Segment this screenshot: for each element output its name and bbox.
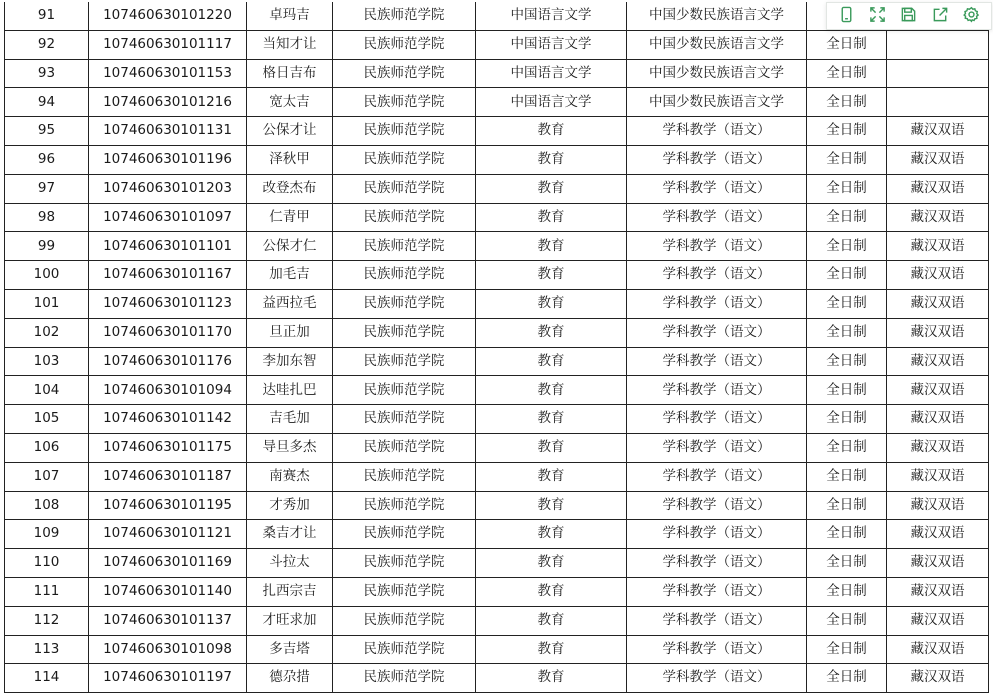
- cell-college: 民族师范学院: [333, 606, 476, 635]
- cell-college: 民族师范学院: [333, 174, 476, 203]
- cell-college: 民族师范学院: [333, 59, 476, 88]
- cell-index: 96: [5, 145, 89, 174]
- cell-discipline: 中国语言文学: [476, 30, 627, 59]
- cell-index: 92: [5, 30, 89, 59]
- cell-index: 93: [5, 59, 89, 88]
- cell-major: 学科教学（语文）: [627, 520, 807, 549]
- cell-index: 94: [5, 88, 89, 117]
- table-row: [5, 30, 989, 59]
- cell-index: 110: [5, 549, 89, 578]
- cell-student-id: 107460630101094: [89, 376, 247, 405]
- cell-name: 卓玛吉: [247, 2, 333, 30]
- cell-index: 113: [5, 635, 89, 664]
- cell-major: 中国少数民族语言文学: [627, 59, 807, 88]
- cell-discipline: 教育: [476, 577, 627, 606]
- fullscreen-icon: [869, 6, 886, 27]
- cell-student-id: 107460630101117: [89, 30, 247, 59]
- cell-college: 民族师范学院: [333, 491, 476, 520]
- cell-index: 102: [5, 318, 89, 347]
- cell-discipline: 中国语言文学: [476, 2, 627, 30]
- cell-major: 学科教学（语文）: [627, 635, 807, 664]
- cell-discipline: 教育: [476, 203, 627, 232]
- cell-major: 学科教学（语文）: [627, 174, 807, 203]
- roster-body: [5, 2, 989, 693]
- cell-major: 学科教学（语文）: [627, 549, 807, 578]
- cell-discipline: 教育: [476, 433, 627, 462]
- floating-toolbar: [826, 2, 992, 30]
- cell-major: 学科教学（语文）: [627, 664, 807, 693]
- cell-college: 民族师范学院: [333, 261, 476, 290]
- table-row: [5, 232, 989, 261]
- cell-name: 泽秋甲: [247, 145, 333, 174]
- cell-student-id: 107460630101187: [89, 462, 247, 491]
- cell-student-id: 107460630101101: [89, 232, 247, 261]
- cell-major: 学科教学（语文）: [627, 203, 807, 232]
- cell-discipline: 教育: [476, 635, 627, 664]
- settings-button[interactable]: [959, 4, 983, 28]
- cell-major: 学科教学（语文）: [627, 433, 807, 462]
- settings-icon: [963, 6, 980, 27]
- cell-discipline: 教育: [476, 491, 627, 520]
- cell-major: 学科教学（语文）: [627, 347, 807, 376]
- cell-name: 格日吉布: [247, 59, 333, 88]
- share-button[interactable]: [928, 4, 952, 28]
- cell-direction: 藏汉双语: [887, 376, 989, 405]
- phone-view-button[interactable]: [835, 4, 859, 28]
- cell-direction: [887, 88, 989, 117]
- cell-name: 南赛杰: [247, 462, 333, 491]
- cell-major: 学科教学（语文）: [627, 577, 807, 606]
- cell-discipline: 中国语言文学: [476, 59, 627, 88]
- cell-name: 公保才仁: [247, 232, 333, 261]
- cell-name: 桑吉才让: [247, 520, 333, 549]
- cell-index: 112: [5, 606, 89, 635]
- cell-discipline: 教育: [476, 606, 627, 635]
- cell-discipline: 教育: [476, 261, 627, 290]
- cell-major: 学科教学（语文）: [627, 376, 807, 405]
- table-row: [5, 664, 989, 693]
- cell-major: 学科教学（语文）: [627, 462, 807, 491]
- cell-name: 才旺求加: [247, 606, 333, 635]
- cell-student-id: 107460630101167: [89, 261, 247, 290]
- cell-student-id: 107460630101170: [89, 318, 247, 347]
- cell-discipline: 教育: [476, 232, 627, 261]
- cell-direction: 藏汉双语: [887, 289, 989, 318]
- cell-student-id: 107460630101142: [89, 405, 247, 434]
- cell-name: 扎西宗吉: [247, 577, 333, 606]
- table-row: [5, 117, 989, 146]
- table-row: [5, 145, 989, 174]
- cell-discipline: 教育: [476, 664, 627, 693]
- cell-college: 民族师范学院: [333, 664, 476, 693]
- cell-study-mode: 全日制: [807, 145, 887, 174]
- cell-study-mode: 全日制: [807, 318, 887, 347]
- cell-name: 吉毛加: [247, 405, 333, 434]
- cell-major: 中国少数民族语言文学: [627, 30, 807, 59]
- cell-direction: 藏汉双语: [887, 145, 989, 174]
- table-row: [5, 318, 989, 347]
- cell-major: 学科教学（语文）: [627, 318, 807, 347]
- cell-college: 民族师范学院: [333, 232, 476, 261]
- cell-college: 民族师范学院: [333, 88, 476, 117]
- save-button[interactable]: [897, 4, 921, 28]
- cell-study-mode: 全日制: [807, 59, 887, 88]
- cell-direction: [887, 59, 989, 88]
- cell-direction: 藏汉双语: [887, 318, 989, 347]
- table-row: [5, 203, 989, 232]
- cell-college: 民族师范学院: [333, 433, 476, 462]
- cell-direction: 藏汉双语: [887, 433, 989, 462]
- cell-direction: 藏汉双语: [887, 635, 989, 664]
- cell-student-id: 107460630101123: [89, 289, 247, 318]
- cell-study-mode: 全日制: [807, 203, 887, 232]
- cell-name: 加毛吉: [247, 261, 333, 290]
- cell-college: 民族师范学院: [333, 347, 476, 376]
- cell-college: 民族师范学院: [333, 117, 476, 146]
- cell-student-id: 107460630101098: [89, 635, 247, 664]
- save-icon: [900, 6, 917, 27]
- cell-index: 101: [5, 289, 89, 318]
- cell-index: 106: [5, 433, 89, 462]
- cell-major: 学科教学（语文）: [627, 606, 807, 635]
- cell-discipline: 中国语言文学: [476, 88, 627, 117]
- cell-direction: 藏汉双语: [887, 117, 989, 146]
- cell-study-mode: 全日制: [807, 491, 887, 520]
- cell-index: 114: [5, 664, 89, 693]
- table-row: [5, 549, 989, 578]
- cell-name: 导旦多杰: [247, 433, 333, 462]
- cell-study-mode: 全日制: [807, 577, 887, 606]
- cell-college: 民族师范学院: [333, 520, 476, 549]
- cell-college: 民族师范学院: [333, 376, 476, 405]
- cell-study-mode: 全日制: [807, 117, 887, 146]
- table-row: [5, 261, 989, 290]
- cell-discipline: 教育: [476, 289, 627, 318]
- cell-direction: 藏汉双语: [887, 261, 989, 290]
- cell-direction: 藏汉双语: [887, 462, 989, 491]
- cell-direction: 藏汉双语: [887, 405, 989, 434]
- cell-student-id: 107460630101121: [89, 520, 247, 549]
- cell-major: 学科教学（语文）: [627, 289, 807, 318]
- table-row: [5, 405, 989, 434]
- cell-student-id: 107460630101097: [89, 203, 247, 232]
- cell-student-id: 107460630101203: [89, 174, 247, 203]
- cell-major: 学科教学（语文）: [627, 261, 807, 290]
- cell-direction: 藏汉双语: [887, 347, 989, 376]
- cell-discipline: 教育: [476, 462, 627, 491]
- cell-discipline: 教育: [476, 117, 627, 146]
- cell-major: 学科教学（语文）: [627, 145, 807, 174]
- cell-student-id: 107460630101195: [89, 491, 247, 520]
- table-row: [5, 635, 989, 664]
- cell-direction: 藏汉双语: [887, 174, 989, 203]
- cell-major: 学科教学（语文）: [627, 232, 807, 261]
- table-row: [5, 606, 989, 635]
- table-row: [5, 462, 989, 491]
- cell-direction: 藏汉双语: [887, 606, 989, 635]
- cell-index: 95: [5, 117, 89, 146]
- cell-index: 111: [5, 577, 89, 606]
- cell-index: 107: [5, 462, 89, 491]
- cell-student-id: 107460630101196: [89, 145, 247, 174]
- cell-index: 103: [5, 347, 89, 376]
- table-row: [5, 520, 989, 549]
- cell-direction: 藏汉双语: [887, 232, 989, 261]
- cell-study-mode: 全日制: [807, 520, 887, 549]
- cell-index: 91: [5, 2, 89, 30]
- cell-discipline: 教育: [476, 405, 627, 434]
- cell-index: 105: [5, 405, 89, 434]
- cell-college: 民族师范学院: [333, 203, 476, 232]
- cell-student-id: 107460630101153: [89, 59, 247, 88]
- cell-direction: 藏汉双语: [887, 203, 989, 232]
- phone-view-icon: [838, 6, 855, 27]
- cell-name: 仁青甲: [247, 203, 333, 232]
- cell-index: 97: [5, 174, 89, 203]
- cell-college: 民族师范学院: [333, 635, 476, 664]
- cell-direction: [887, 30, 989, 59]
- cell-study-mode: 全日制: [807, 289, 887, 318]
- cell-college: 民族师范学院: [333, 549, 476, 578]
- cell-study-mode: 全日制: [807, 347, 887, 376]
- cell-student-id: 107460630101220: [89, 2, 247, 30]
- table-row: [5, 376, 989, 405]
- cell-direction: 藏汉双语: [887, 664, 989, 693]
- cell-study-mode: 全日制: [807, 88, 887, 117]
- cell-study-mode: 全日制: [807, 549, 887, 578]
- cell-discipline: 教育: [476, 174, 627, 203]
- cell-student-id: 107460630101131: [89, 117, 247, 146]
- cell-index: 99: [5, 232, 89, 261]
- cell-study-mode: 全日制: [807, 635, 887, 664]
- cell-name: 才秀加: [247, 491, 333, 520]
- cell-direction: 藏汉双语: [887, 491, 989, 520]
- fullscreen-button[interactable]: [866, 4, 890, 28]
- roster-table: [4, 2, 989, 693]
- table-row: [5, 88, 989, 117]
- table-row: [5, 59, 989, 88]
- cell-study-mode: 全日制: [807, 433, 887, 462]
- cell-name: 达哇扎巴: [247, 376, 333, 405]
- cell-study-mode: 全日制: [807, 462, 887, 491]
- cell-college: 民族师范学院: [333, 318, 476, 347]
- cell-student-id: 107460630101175: [89, 433, 247, 462]
- cell-discipline: 教育: [476, 549, 627, 578]
- cell-study-mode: 全日制: [807, 30, 887, 59]
- cell-student-id: 107460630101169: [89, 549, 247, 578]
- cell-college: 民族师范学院: [333, 577, 476, 606]
- table-row: [5, 491, 989, 520]
- cell-study-mode: 全日制: [807, 664, 887, 693]
- cell-direction: 藏汉双语: [887, 520, 989, 549]
- table-row: [5, 433, 989, 462]
- cell-major: 学科教学（语文）: [627, 405, 807, 434]
- table-row: [5, 289, 989, 318]
- cell-study-mode: 全日制: [807, 174, 887, 203]
- cell-name: 当知才让: [247, 30, 333, 59]
- cell-major: 学科教学（语文）: [627, 491, 807, 520]
- cell-discipline: 教育: [476, 318, 627, 347]
- cell-direction: 藏汉双语: [887, 577, 989, 606]
- cell-student-id: 107460630101140: [89, 577, 247, 606]
- cell-student-id: 107460630101137: [89, 606, 247, 635]
- cell-major: 学科教学（语文）: [627, 117, 807, 146]
- cell-college: 民族师范学院: [333, 462, 476, 491]
- cell-index: 100: [5, 261, 89, 290]
- cell-student-id: 107460630101176: [89, 347, 247, 376]
- cell-index: 104: [5, 376, 89, 405]
- cell-name: 斗拉太: [247, 549, 333, 578]
- cell-name: 多吉塔: [247, 635, 333, 664]
- cell-student-id: 107460630101216: [89, 88, 247, 117]
- cell-name: 旦正加: [247, 318, 333, 347]
- cell-study-mode: 全日制: [807, 405, 887, 434]
- cell-discipline: 教育: [476, 145, 627, 174]
- table-row: [5, 347, 989, 376]
- cell-discipline: 教育: [476, 347, 627, 376]
- cell-index: 98: [5, 203, 89, 232]
- cell-study-mode: 全日制: [807, 376, 887, 405]
- table-row: [5, 577, 989, 606]
- cell-name: 益西拉毛: [247, 289, 333, 318]
- cell-major: 中国少数民族语言文学: [627, 2, 807, 30]
- cell-college: 民族师范学院: [333, 30, 476, 59]
- cell-name: 公保才让: [247, 117, 333, 146]
- cell-study-mode: 全日制: [807, 232, 887, 261]
- cell-major: 中国少数民族语言文学: [627, 88, 807, 117]
- cell-name: 李加东智: [247, 347, 333, 376]
- cell-index: 109: [5, 520, 89, 549]
- cell-name: 德尕措: [247, 664, 333, 693]
- cell-college: 民族师范学院: [333, 2, 476, 30]
- cell-discipline: 教育: [476, 376, 627, 405]
- cell-study-mode: 全日制: [807, 606, 887, 635]
- cell-college: 民族师范学院: [333, 405, 476, 434]
- cell-name: 改登杰布: [247, 174, 333, 203]
- cell-college: 民族师范学院: [333, 289, 476, 318]
- cell-student-id: 107460630101197: [89, 664, 247, 693]
- share-icon: [932, 6, 949, 27]
- cell-study-mode: 全日制: [807, 261, 887, 290]
- cell-name: 宽太吉: [247, 88, 333, 117]
- table-row: [5, 174, 989, 203]
- cell-index: 108: [5, 491, 89, 520]
- cell-discipline: 教育: [476, 520, 627, 549]
- cell-college: 民族师范学院: [333, 145, 476, 174]
- cell-direction: 藏汉双语: [887, 549, 989, 578]
